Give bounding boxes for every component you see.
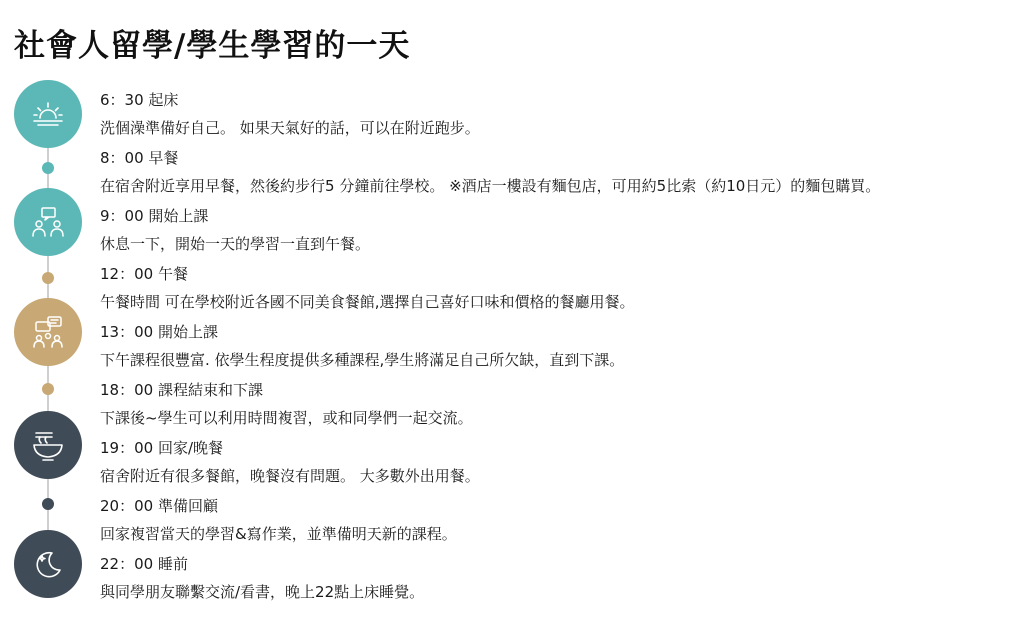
schedule-desc-3: 午餐時間 可在學校附近各國不同美食餐館,選擇自己喜好口味和價格的餐廳用餐。	[100, 293, 635, 311]
schedule-time-1: 8：00 早餐	[100, 149, 179, 167]
schedule-desc-1: 在宿舍附近享用早餐，然後約步行5 分鐘前往學校。 ※酒店一樓設有麵包店，可用約5比索（約10日元）的麵包購買。	[100, 177, 881, 195]
timeline-dot	[42, 162, 54, 174]
schedule-desc-5: 下課後~學生可以利用時間複習，或和同學們一起交流。	[100, 409, 473, 427]
schedule-time-6: 19：00 回家/晚餐	[100, 439, 223, 457]
schedule-time-2: 9：00 開始上課	[100, 207, 209, 225]
page-title: 社會人留學/學生學習的一天	[14, 28, 411, 64]
timeline-dot	[42, 498, 54, 510]
schedule-desc-2: 休息一下，開始一天的學習一直到午餐。	[100, 235, 371, 253]
schedule-desc-4: 下午課程很豐富. 依學生程度提供多種課程,學生將滿足自己所欠缺，直到下課。	[100, 351, 625, 369]
schedule-time-8: 22：00 睡前	[100, 555, 188, 573]
sunrise-icon	[14, 80, 82, 148]
discussion-icon	[14, 298, 82, 366]
schedule-desc-7: 回家複習當天的學習&寫作業，並準備明天新的課程。	[100, 525, 457, 543]
timeline-dot	[42, 383, 54, 395]
schedule-desc-8: 與同學朋友聯繫交流/看書，晚上22點上床睡覺。	[100, 583, 425, 601]
meal-bowl-icon	[14, 411, 82, 479]
schedule-desc-6: 宿舍附近有很多餐館，晚餐沒有問題。 大多數外出用餐。	[100, 467, 480, 485]
schedule-time-7: 20：00 準備回顧	[100, 497, 218, 515]
schedule-desc-0: 洗個澡準備好自己。 如果天氣好的話，可以在附近跑步。	[100, 119, 480, 137]
schedule-time-5: 18：00 課程結束和下課	[100, 381, 263, 399]
timeline-dot	[42, 272, 54, 284]
moon-icon	[14, 530, 82, 598]
schedule-time-3: 12：00 午餐	[100, 265, 188, 283]
schedule-time-4: 13：00 開始上課	[100, 323, 218, 341]
schedule-time-0: 6：30 起床	[100, 91, 179, 109]
classroom-icon	[14, 188, 82, 256]
